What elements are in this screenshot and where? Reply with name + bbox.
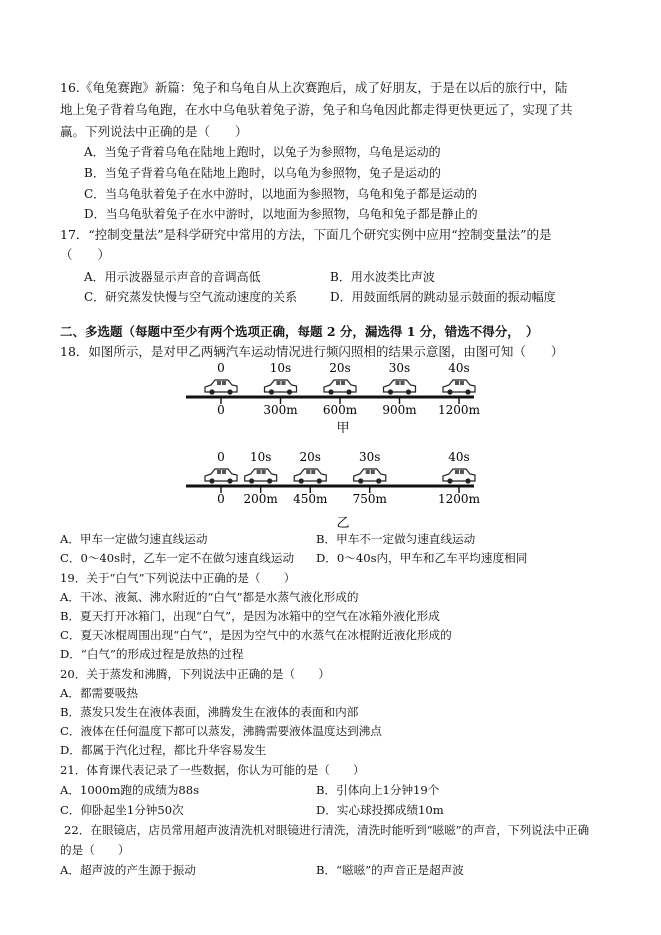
q17-option-c: C．研究蒸发快慢与空气流动速度的关系	[84, 290, 298, 304]
q22-option-b: B．“嗞嗞”的声音正是超声波	[316, 863, 464, 877]
q22-stem-line2: 的是（ ）	[60, 843, 130, 857]
q17-stem-line1: 17．“控制变量法”是科学研究中常用的方法，下面几个研究实例中应用“控制变量法”的是	[60, 227, 552, 242]
q18-option-c: C．0～40s时，乙车一定不在做匀速直线运动	[60, 551, 295, 565]
q21-option-c: C．仰卧起坐1分钟50次	[60, 803, 184, 817]
q19-option-d: D．“白气”的形成过程是放热的过程	[60, 647, 244, 661]
q21-stem: 21．体育课代表记录了一些数据，你认为可能的是（ ）	[60, 763, 365, 777]
diagram_yi-car-1	[245, 469, 277, 484]
q21-option-b: B．引体向上1分钟19个	[316, 783, 440, 797]
label-yi: 乙	[336, 516, 350, 531]
diagram_jia-car-2	[324, 380, 356, 395]
diagram_yi-car-2	[294, 469, 326, 484]
diagram_yi-distance-label: 1200m	[438, 492, 480, 506]
q16-stem-line2: 地上兔子背着乌龟跑，在水中乌龟驮着兔子游，兔子和乌龟因此都走得更快更远了，实现了共	[60, 102, 573, 117]
diagram-jia	[186, 361, 481, 436]
diagram_yi-car-0	[205, 469, 237, 484]
q20-option-a: A．都需要吸热	[60, 686, 138, 700]
diagram_jia-car-4	[443, 380, 475, 395]
section-heading-multiple-choice: 二、多选题（每题中至少有两个选项正确，每题 2 分，漏选得 1 分，错选不得分， ）	[60, 324, 539, 339]
diagram_yi-time-label: 20s	[299, 450, 321, 464]
diagram_yi-distance-label: 0	[217, 492, 225, 506]
diagram_jia-distance-label: 900m	[382, 403, 417, 417]
q18-diagram	[0, 356, 661, 531]
diagram_jia-time-label: 0	[217, 361, 225, 375]
q16-option-d: D．当乌龟驮着兔子在水中游时，以地面为参照物，乌龟和兔子都是静止的	[84, 207, 478, 221]
diagram_yi-time-label: 10s	[249, 450, 272, 464]
diagram-yi	[186, 450, 481, 531]
diagram_yi-time-label: 0	[217, 450, 225, 464]
q17-option-a: A．用示波器显示声音的音调高低	[84, 270, 261, 284]
q16-option-b: B．当兔子背着乌龟在陆地上跑时，以乌龟为参照物，兔子是运动的	[84, 166, 441, 180]
diagram_yi-car-3	[354, 469, 386, 484]
q20-option-b: B．蒸发只发生在液体表面，沸腾发生在液体的表面和内部	[60, 705, 359, 719]
diagram_yi-distance-label: 750m	[352, 492, 387, 506]
diagram_jia-time-label: 30s	[388, 361, 411, 375]
label-jia: 甲	[336, 421, 350, 436]
q19-option-c: C．夏天冰棍周围出现“白气”，是因为空气中的水蒸气在冰棍附近液化形成的	[60, 628, 452, 642]
q18-option-d: D．0～40s内，甲车和乙车平均速度相同	[316, 551, 528, 565]
q21-option-d: D．实心球投掷成绩10m	[316, 803, 444, 817]
diagram_jia-car-1	[265, 380, 297, 395]
q20-option-d: D．都属于汽化过程，都比升华容易发生	[60, 743, 267, 757]
q19-option-a: A．干冰、液氮、沸水附近的“白气”都是水蒸气液化形成的	[60, 590, 359, 604]
q21-option-a: A．1000m跑的成绩为88s	[60, 783, 200, 797]
q16-stem-line3: 赢。下列说法中正确的是（ ）	[60, 124, 248, 139]
diagram_yi-time-label: 30s	[359, 450, 381, 464]
q17-stem-line2: （ ）	[60, 247, 111, 262]
diagram_jia-distance-label: 0	[217, 403, 225, 417]
diagram_jia-time-label: 10s	[269, 361, 292, 375]
diagram_jia-time-label: 20s	[329, 361, 351, 375]
q20-stem: 20．关于蒸发和沸腾，下列说法中正确的是（ ）	[60, 667, 330, 681]
diagram_yi-car-4	[443, 469, 475, 484]
q22-stem-line1: 22．在眼镜店，店员常用超声波清洗机对眼镜进行清洗，清洗时能听到“嗞嗞”的声音，下列说法中正确	[64, 823, 590, 837]
q17-option-d: D．用鼓面纸屑的跳动显示鼓面的振动幅度	[330, 290, 556, 304]
q16-stem-line1: 16.《龟兔赛跑》新篇：兔子和乌龟自从上次赛跑后，成了好朋友，于是在以后的旅行中，陆	[60, 80, 568, 95]
diagram_yi-distance-label: 450m	[293, 492, 328, 506]
diagram_jia-distance-label: 600m	[322, 403, 358, 417]
diagram_jia-car-3	[384, 380, 416, 395]
diagram_jia-time-label: 40s	[448, 361, 470, 375]
diagram_jia-distance-label: 1200m	[438, 403, 480, 417]
q18-option-a: A．甲车一定做匀速直线运动	[60, 532, 208, 546]
q17-option-b: B．用水波类比声波	[330, 270, 435, 284]
diagram_yi-distance-label: 200m	[243, 492, 278, 506]
q20-option-c: C．液体在任何温度下都可以蒸发，沸腾需要液体温度达到沸点	[60, 724, 382, 738]
q19-stem: 19．关于“白气”下列说法中正确的是（ ）	[60, 571, 296, 585]
diagram_jia-distance-label: 300m	[263, 403, 298, 417]
q18-option-b: B．甲车不一定做匀速直线运动	[316, 532, 476, 546]
diagram_yi-time-label: 40s	[448, 450, 470, 464]
diagram_jia-car-0	[205, 380, 237, 395]
q16-option-a: A．当兔子背着乌龟在陆地上跑时，以兔子为参照物，乌龟是运动的	[84, 145, 441, 159]
q22-option-a: A．超声波的产生源于振动	[60, 863, 196, 877]
q19-option-b: B．夏天打开冰箱门，出现“白气”，是因为冰箱中的空气在冰箱外液化形成	[60, 609, 440, 623]
q18-stem: 18．如图所示，是对甲乙两辆汽车运动情况进行频闪照相的结果示意图，由图可知（ ）	[60, 344, 564, 359]
q16-option-c: C．当乌龟驮着兔子在水中游时，以地面为参照物，乌龟和兔子都是运动的	[84, 187, 478, 201]
